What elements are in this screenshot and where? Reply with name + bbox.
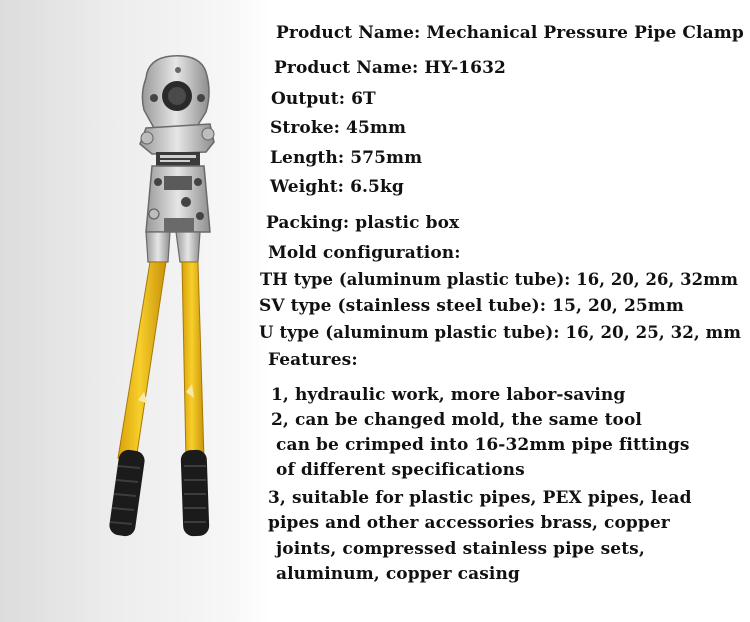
pipe-clamp-tool-image	[0, 0, 270, 622]
jaw-head	[142, 56, 209, 128]
feature-line: 1, hydraulic work, more labor-saving	[271, 385, 626, 405]
feature-line: aluminum, copper casing	[276, 564, 520, 584]
features-heading: Features:	[268, 350, 358, 370]
mold-sv-type: SV type (stainless steel tube): 15, 20, 25mm	[259, 296, 684, 316]
tool-body	[140, 124, 214, 166]
linkage	[146, 166, 210, 232]
feature-line: 2, can be changed mold, the same tool	[271, 410, 642, 430]
spec-output: Output: 6T	[271, 89, 376, 109]
spec-weight: Weight: 6.5kg	[270, 177, 404, 197]
handle-sockets	[146, 232, 200, 262]
spec-packing: Packing: plastic box	[266, 213, 460, 233]
feature-line: pipes and other accessories brass, copper	[268, 513, 670, 533]
model-plate	[156, 152, 200, 166]
spec-length: Length: 575mm	[270, 148, 423, 168]
spec-stroke: Stroke: 45mm	[270, 118, 407, 138]
mold-heading: Mold configuration:	[268, 243, 461, 263]
rubber-grips	[108, 449, 209, 538]
spec-product-name: Product Name: Mechanical Pressure Pipe Clamp	[276, 23, 744, 43]
feature-line: of different specifications	[276, 460, 525, 480]
feature-line: can be crimped into 16-32mm pipe fittings	[276, 435, 690, 455]
feature-line: joints, compressed stainless pipe sets,	[276, 539, 645, 559]
mold-th-type: TH type (aluminum plastic tube): 16, 20, 26, 32mm	[260, 270, 739, 289]
spec-model: Product Name: HY-1632	[274, 58, 506, 78]
feature-line: 3, suitable for plastic pipes, PEX pipes, lead	[268, 488, 692, 508]
mold-u-type: U type (aluminum plastic tube): 16, 20, 25, 32, mm	[259, 322, 741, 342]
yellow-handles	[118, 262, 204, 460]
